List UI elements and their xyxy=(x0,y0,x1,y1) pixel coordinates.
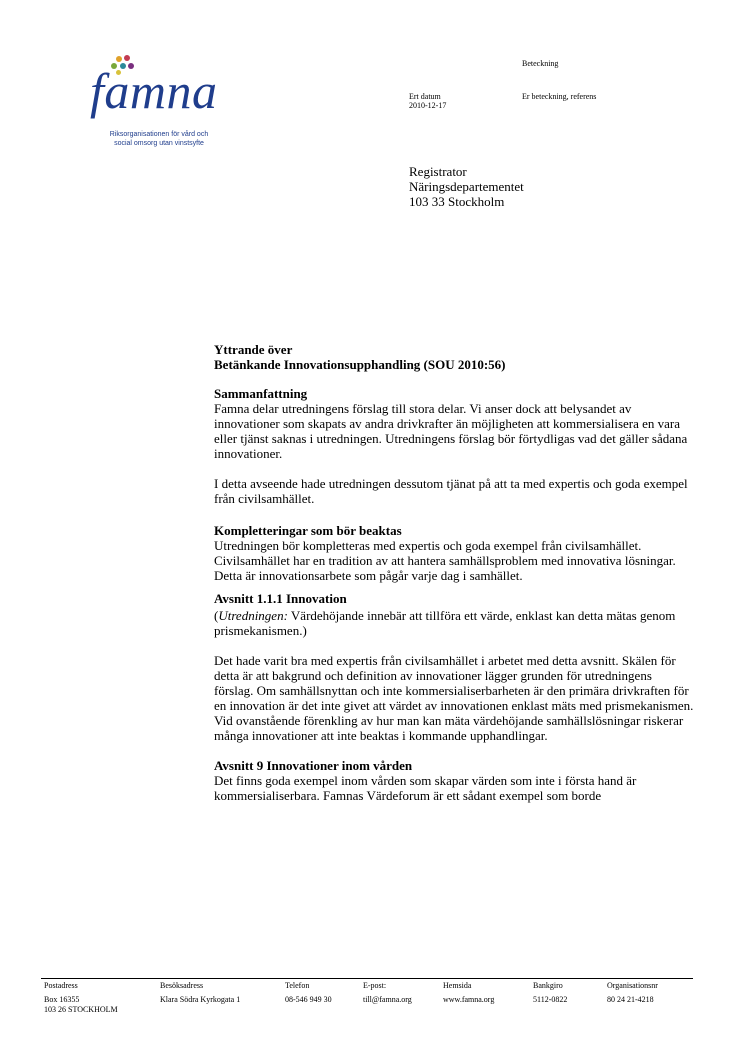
footer-postal: Postadress Box 16355 103 26 STOCKHOLM xyxy=(44,981,118,1014)
paragraph: Det hade varit bra med expertis från civilsamhället i arbetet med detta avsnitt. Skälen för detta är att bakgrund och definition av innovationer lägger grunden för utredningens förslag. Om samhällsnyttan och inte kommersialiserbarheten är den primära drivkraften för en innovation är det inte givet att värdet av innovationen enklast mäts med prismekanismen. Vid ovanstående förenkling av hur man kan mäta värdehöjande samhällslösningar riskerar många innovationer att inte beaktas i kommande upphandlingar. xyxy=(214,653,694,743)
designation-label: Beteckning xyxy=(522,59,559,68)
logo-tagline: Riksorganisationen för vård och social omsorg utan vinstsyfte xyxy=(109,131,209,147)
quote-label: Utredningen: xyxy=(218,608,288,623)
section-heading: Avsnitt 9 Innovationer inom vården xyxy=(214,758,413,773)
letter-title: Yttrande över xyxy=(214,342,293,357)
footer-divider xyxy=(41,978,693,979)
paragraph: Famna delar utredningens förslag till stora delar. Vi anser dock att belysandet av innovationer som skapats av andra drivkrafter än möjligheten att kommersialisera en vara eller tjänst saknas i utredningen. Utredningens förslag bör förtydligas vad det gäller sådana innovationer. xyxy=(214,401,688,461)
section-heading: Sammanfattning xyxy=(214,386,308,401)
reference-label: Er beteckning, referens xyxy=(522,92,597,101)
letter-body xyxy=(214,342,694,803)
famna-logo xyxy=(80,52,232,148)
logo-dot-icon xyxy=(116,56,122,62)
paragraph: Utredningen bör kompletteras med expertis och goda exempel från civilsamhället. Civilsamhället har en tradition av att hantera samhällsproblem med innovativa lösningar. Detta är innovationsarbete som pågår varje dag i samhället. xyxy=(214,538,676,583)
footer-orgnr: Organisationsnr 80 24 21-4218 xyxy=(607,981,658,1004)
date-value: 2010-12-17 xyxy=(409,101,447,110)
recipient-address xyxy=(409,164,524,209)
recipient-line: Registrator xyxy=(409,164,467,179)
letter-subtitle: Betänkande Innovationsupphandling (SOU 2010:56) xyxy=(214,357,506,372)
paragraph: Det finns goda exempel inom vården som skapar värden som inte i första hand är kommersialiserbara. Famnas Värdeforum är ett sådant exempel som borde xyxy=(214,773,637,803)
quote-paragraph: (Utredningen: Värdehöjande innebär att tillföra ett värde, enklast kan detta mätas genom prismekanismen.) xyxy=(214,608,676,638)
date-label: Ert datum xyxy=(409,92,441,101)
footer-bankgiro: Bankgiro 5112-0822 xyxy=(533,981,568,1004)
recipient-line: Näringsdepartementet xyxy=(409,179,524,194)
footer-web: Hemsida www.famna.org xyxy=(443,981,495,1004)
logo-dot-icon xyxy=(124,55,130,61)
logo-wordmark: famna xyxy=(90,63,218,119)
footer-phone: Telefon 08-546 949 30 xyxy=(285,981,332,1004)
footer-visit: Besöksadress Klara Södra Kyrkogata 1 xyxy=(160,981,241,1004)
footer-email: E-post: till@famna.org xyxy=(363,981,412,1004)
section-heading: Avsnitt 1.1.1 Innovation xyxy=(214,591,347,606)
paragraph: I detta avseende hade utredningen dessutom tjänat på att ta med expertis och goda exempel från civilsamhället. xyxy=(214,476,688,506)
recipient-line: 103 33 Stockholm xyxy=(409,194,505,209)
section-heading: Kompletteringar som bör beaktas xyxy=(214,523,402,538)
